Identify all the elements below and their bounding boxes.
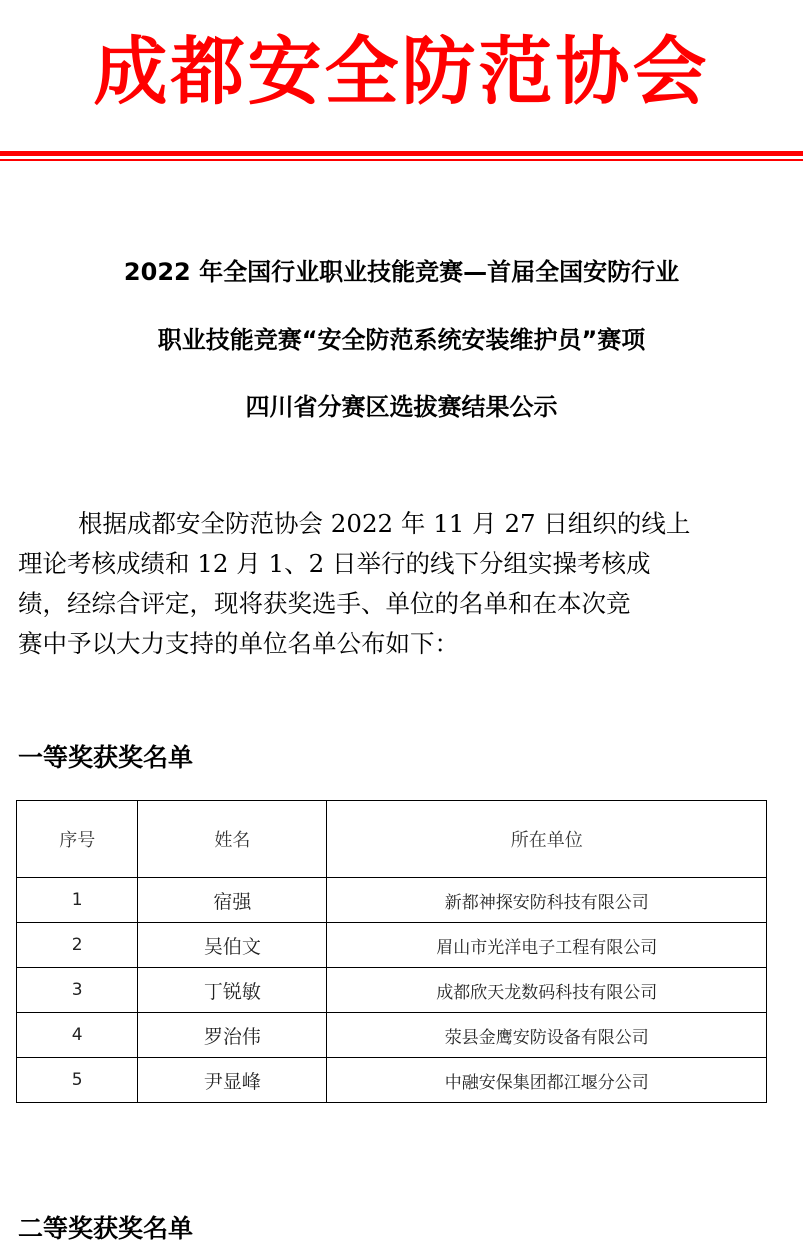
first-prize-heading: 一等奖获奖名单 (18, 743, 194, 772)
row-name: 丁锐敏 (138, 968, 327, 1013)
row-name: 罗治伟 (138, 1013, 327, 1058)
row-index: 5 (17, 1058, 138, 1103)
row-index: 2 (17, 923, 138, 968)
doc-title-line-2: 职业技能竞赛“安全防范系统安装维护员”赛项 (157, 326, 646, 354)
table-row (17, 878, 767, 923)
doc-title-line-1: 2022 年全国行业职业技能竞赛—首届全国安防行业 (123, 258, 680, 286)
row-name: 宿强 (138, 878, 327, 923)
row-index: 3 (17, 968, 138, 1013)
intro-line-4: 赛中予以大力支持的单位名单公布如下： (18, 629, 459, 658)
row-index: 4 (17, 1013, 138, 1058)
header-rule-thin (0, 159, 803, 161)
intro-line-1: 根据成都安全防范协会 2022 年 11 月 27 日组织的线上 (78, 509, 691, 538)
second-prize-heading: 二等奖获奖名单 (18, 1214, 194, 1243)
row-unit: 中融安保集团都江堰分公司 (327, 1058, 767, 1103)
table-header-row (17, 801, 767, 878)
row-name: 吴伯文 (138, 923, 327, 968)
column-header-name: 姓名 (138, 801, 327, 878)
row-name: 尹显峰 (138, 1058, 327, 1103)
intro-paragraph (18, 504, 788, 664)
column-header-unit: 所在单位 (327, 801, 767, 878)
table-row (17, 1058, 767, 1103)
row-unit: 荥县金鹰安防设备有限公司 (327, 1013, 767, 1058)
row-unit: 眉山市光洋电子工程有限公司 (327, 923, 767, 968)
table-row (17, 968, 767, 1013)
table-row (17, 923, 767, 968)
intro-line-3: 绩，经综合评定，现将获奖选手、单位的名单和在本次竞 (18, 589, 631, 618)
first-prize-table (16, 800, 767, 1103)
row-unit: 新都神探安防科技有限公司 (327, 878, 767, 923)
org-header-title: 成都安全防范协会 (93, 29, 710, 115)
doc-title-line-3: 四川省分赛区选拔赛结果公示 (245, 393, 558, 421)
column-header-index: 序号 (17, 801, 138, 878)
table-row (17, 1013, 767, 1058)
intro-line-2: 理论考核成绩和 12 月 1、2 日举行的线下分组实操考核成 (18, 549, 651, 578)
row-index: 1 (17, 878, 138, 923)
header-rule-thick (0, 151, 803, 156)
row-unit: 成都欣天龙数码科技有限公司 (327, 968, 767, 1013)
